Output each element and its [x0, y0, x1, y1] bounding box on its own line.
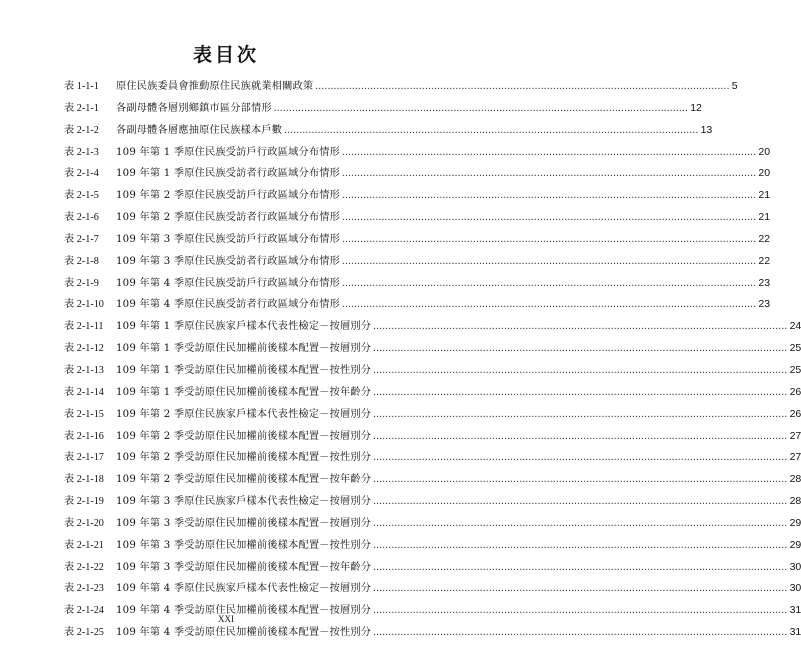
toc-entry-label: 表 1-1-1: [64, 81, 99, 92]
toc-dot-leader: [373, 431, 787, 442]
toc-entry-title: 109 年第 1 季原住民族受訪戶行政區域分布情形: [116, 146, 341, 158]
toc-entry[interactable]: [64, 208, 771, 230]
toc-entry-page-number: 26: [789, 385, 801, 398]
toc-entry-title: 109 年第 2 季原住民族受訪者行政區域分布情形: [116, 212, 341, 224]
toc-entry-page-number: 24: [789, 320, 801, 333]
page-title: 表目次: [192, 44, 259, 66]
toc-entry-title: 109 年第 2 季原住民族家戶樣本代表性檢定－按層別分: [116, 408, 372, 420]
toc-entry-label: 表 2-1-24: [64, 605, 104, 617]
toc-dot-leader: [315, 81, 729, 92]
toc-dot-leader: [342, 278, 756, 289]
toc-entry[interactable]: [64, 361, 801, 383]
toc-entry[interactable]: [64, 405, 801, 427]
toc-dot-leader: [373, 496, 787, 507]
toc-entry-title: 109 年第 1 季原住民族家戶樣本代表性檢定－按層別分: [116, 321, 372, 333]
toc-dot-leader: [342, 212, 756, 223]
toc-entry[interactable]: [64, 383, 801, 405]
toc-entry-page-number: 28: [789, 495, 801, 508]
toc-entry-label: 表 2-1-6: [64, 212, 99, 224]
toc-entry[interactable]: [64, 143, 771, 165]
toc-entry[interactable]: [64, 514, 801, 536]
toc-dot-leader: [373, 343, 787, 354]
toc-entry-label: 表 2-1-22: [64, 561, 104, 573]
toc-dot-leader: [373, 583, 787, 594]
toc-entry-label: 表 2-1-7: [64, 233, 99, 245]
toc-dot-leader: [373, 321, 787, 332]
toc-entry[interactable]: [64, 492, 801, 514]
toc-dot-leader: [373, 627, 787, 638]
toc-entry-label: 表 2-1-13: [64, 364, 104, 376]
toc-entry-label: 表 2-1-3: [64, 146, 99, 158]
toc-dot-leader: [342, 168, 756, 179]
toc-entry-page-number: 22: [758, 254, 771, 267]
toc-entry-page-number: 30: [789, 560, 801, 573]
toc-entry-page-number: 22: [758, 232, 771, 245]
toc-entry-title: 109 年第 4 季原住民族受訪者行政區域分布情形: [116, 299, 341, 311]
toc-entry-title: 各副母體各層應抽原住民族樣本戶數: [116, 124, 283, 136]
toc-entry-label: 表 2-1-15: [64, 408, 104, 420]
toc-entry-label: 表 2-1-12: [64, 343, 104, 355]
toc-entry-label: 表 2-1-25: [64, 627, 104, 639]
toc-dot-leader: [373, 387, 787, 398]
toc-entry-title: 109 年第 2 季受訪原住民加權前後樣本配置－按性別分: [116, 452, 372, 464]
toc-entry-page-number: 30: [789, 582, 801, 595]
toc-entry-label: 表 2-1-10: [64, 299, 104, 311]
toc-entry-page-number: 23: [758, 298, 771, 311]
toc-entry-label: 表 2-1-4: [64, 168, 99, 180]
toc-entry-title: 109 年第 3 季原住民族受訪戶行政區域分布情形: [116, 233, 341, 245]
toc-entry-page-number: 25: [789, 363, 801, 376]
toc-entry-page-number: 27: [789, 451, 801, 464]
toc-entry-label: 表 2-1-2: [64, 124, 99, 136]
toc-dot-leader: [342, 190, 756, 201]
toc-entry-page-number: 27: [789, 429, 801, 442]
toc-entry-label: 表 2-1-23: [64, 583, 104, 595]
toc-entry[interactable]: [64, 558, 801, 580]
toc-entry[interactable]: [64, 186, 771, 208]
toc-dot-leader: [342, 147, 756, 158]
toc-dot-leader: [373, 474, 787, 485]
toc-entry-title: 109 年第 3 季原住民族家戶樣本代表性檢定－按層別分: [116, 496, 372, 508]
toc-entry-title: 109 年第 4 季原住民族家戶樣本代表性檢定－按層別分: [116, 583, 372, 595]
toc-dot-leader: [373, 518, 787, 529]
toc-entry-page-number: 25: [789, 342, 801, 355]
toc-entry-page-number: 21: [758, 211, 771, 224]
toc-entry-page-number: 31: [789, 626, 801, 639]
toc-entry-label: 表 2-1-14: [64, 386, 104, 398]
toc-entry[interactable]: [64, 99, 702, 121]
toc-entry-page-number: 20: [758, 145, 771, 158]
toc-dot-leader: [342, 299, 756, 310]
toc-entry-page-number: 21: [758, 189, 771, 202]
toc-entry-label: 表 2-1-1: [64, 102, 99, 114]
toc-dot-leader: [342, 234, 756, 245]
toc-entry[interactable]: [64, 274, 771, 296]
toc-entry[interactable]: [64, 164, 771, 186]
toc-entry-page-number: 5: [731, 80, 738, 92]
toc-entry[interactable]: [64, 536, 801, 558]
toc-dot-leader: [342, 256, 756, 267]
toc-entry-title: 109 年第 4 季受訪原住民加權前後樣本配置－按性別分: [116, 627, 372, 639]
toc-entry-page-number: 29: [789, 516, 801, 529]
toc-entry[interactable]: [64, 623, 801, 645]
toc-entry-title: 109 年第 1 季受訪原住民加權前後樣本配置－按年齡分: [116, 386, 372, 398]
toc-entry[interactable]: [64, 121, 713, 143]
toc-entry-label: 表 2-1-5: [64, 190, 99, 202]
toc-entry-title: 各副母體各層別鄉鎮市區分部情形: [116, 102, 272, 114]
toc-entry-title: 109 年第 3 季原住民族受訪者行政區域分布情形: [116, 255, 341, 267]
table-of-contents-list: [64, 77, 801, 645]
toc-entry-title: 109 年第 1 季受訪原住民加權前後樣本配置－按性別分: [116, 364, 372, 376]
toc-entry-label: 表 2-1-17: [64, 452, 104, 464]
toc-entry-title: 109 年第 4 季原住民族受訪戶行政區域分布情形: [116, 277, 341, 289]
toc-entry-label: 表 2-1-11: [64, 321, 104, 333]
toc-entry-title: 109 年第 3 季受訪原住民加權前後樣本配置－按層別分: [116, 517, 372, 529]
toc-dot-leader: [373, 365, 787, 376]
toc-entry-label: 表 2-1-21: [64, 539, 104, 551]
toc-dot-leader: [274, 103, 688, 114]
toc-entry[interactable]: [64, 77, 738, 99]
toc-entry-title: 109 年第 2 季受訪原住民加權前後樣本配置－按年齡分: [116, 474, 372, 486]
page-number: XXI: [218, 614, 234, 624]
toc-entry-page-number: 23: [758, 276, 771, 289]
toc-entry[interactable]: [64, 317, 801, 339]
toc-dot-leader: [373, 409, 787, 420]
toc-entry-page-number: 12: [690, 101, 702, 114]
toc-dot-leader: [373, 452, 787, 463]
toc-entry-title: 109 年第 1 季原住民族受訪者行政區域分布情形: [116, 168, 341, 180]
toc-entry-page-number: 31: [789, 604, 801, 617]
toc-entry-title: 109 年第 3 季受訪原住民加權前後樣本配置－按年齡分: [116, 561, 372, 573]
toc-entry-title: 109 年第 4 季受訪原住民加權前後樣本配置－按層別分: [116, 605, 372, 617]
toc-entry-title: 原住民族委員會推動原住民族就業相關政策: [116, 81, 314, 92]
toc-entry-label: 表 2-1-9: [64, 277, 99, 289]
toc-dot-leader: [284, 125, 698, 136]
toc-entry[interactable]: [64, 470, 801, 492]
toc-entry[interactable]: [64, 252, 771, 274]
toc-entry[interactable]: [64, 230, 771, 252]
toc-entry[interactable]: [64, 295, 771, 317]
toc-entry-page-number: 13: [700, 123, 713, 136]
toc-entry-title: 109 年第 3 季受訪原住民加權前後樣本配置－按性別分: [116, 539, 372, 551]
toc-entry-title: 109 年第 2 季受訪原住民加權前後樣本配置－按層別分: [116, 430, 372, 442]
toc-entry[interactable]: [64, 339, 801, 361]
toc-entry-label: 表 2-1-19: [64, 496, 104, 508]
toc-entry-label: 表 2-1-18: [64, 474, 104, 486]
toc-entry[interactable]: [64, 448, 801, 470]
toc-entry-label: 表 2-1-16: [64, 430, 104, 442]
toc-entry-title: 109 年第 2 季原住民族受訪戶行政區域分布情形: [116, 190, 341, 202]
toc-entry[interactable]: [64, 579, 801, 601]
toc-dot-leader: [373, 562, 787, 573]
toc-entry-page-number: 20: [758, 167, 771, 180]
toc-entry-page-number: 28: [789, 473, 801, 486]
toc-entry-label: 表 2-1-8: [64, 255, 99, 267]
toc-entry[interactable]: [64, 427, 801, 449]
toc-entry-page-number: 26: [789, 407, 801, 420]
toc-entry-label: 表 2-1-20: [64, 517, 104, 529]
toc-dot-leader: [373, 540, 787, 551]
toc-entry-title: 109 年第 1 季受訪原住民加權前後樣本配置－按層別分: [116, 343, 372, 355]
toc-entry-page-number: 29: [789, 538, 801, 551]
